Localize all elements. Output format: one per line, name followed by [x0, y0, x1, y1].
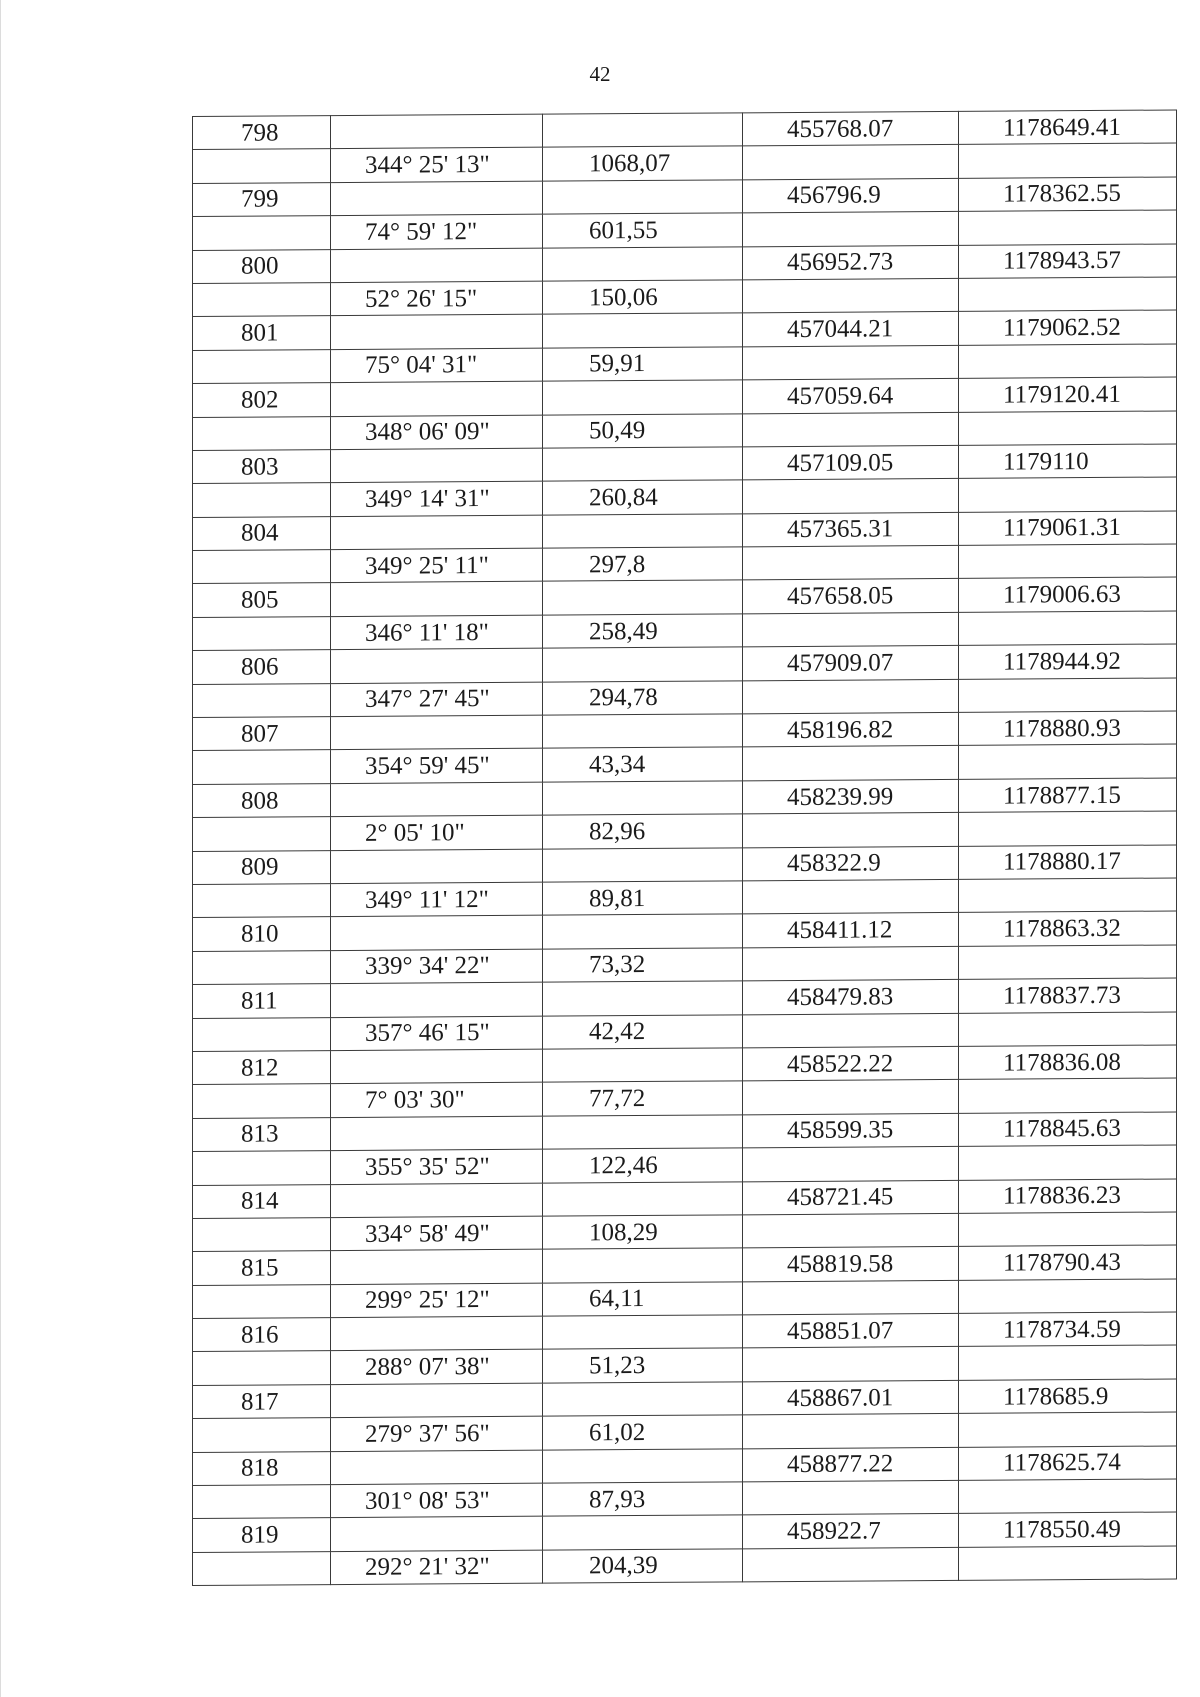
x-coordinate-cell: 458322.9	[743, 846, 959, 881]
direction-angle-cell: 357° 46' 15"	[331, 1016, 543, 1051]
distance-cell: 64,11	[543, 1282, 743, 1317]
x-coordinate-cell: 456952.73	[743, 245, 959, 280]
point-number-cell: 816	[193, 1318, 331, 1352]
y-empty-cell	[959, 945, 1177, 980]
point-number-cell: 810	[193, 917, 331, 951]
x-coordinate-cell: 457365.31	[743, 512, 959, 547]
point-number-cell: 804	[193, 516, 331, 550]
y-empty-cell	[959, 277, 1177, 312]
y-empty-cell	[959, 1212, 1177, 1247]
point-number-cell: 813	[193, 1117, 331, 1151]
x-empty-cell	[743, 813, 959, 848]
x-coordinate-cell: 458411.12	[743, 913, 959, 948]
point-empty-cell	[193, 750, 331, 784]
point-empty-cell	[193, 216, 331, 250]
point-number-cell: 805	[193, 583, 331, 617]
y-coordinate-cell: 1178836.08	[959, 1045, 1177, 1080]
distance-cell: 89,81	[543, 881, 743, 916]
x-coordinate-cell: 458196.82	[743, 712, 959, 747]
angle-empty-cell	[331, 1517, 543, 1552]
point-number-cell: 812	[193, 1051, 331, 1085]
coordinates-table	[192, 109, 1177, 1586]
point-empty-cell	[193, 149, 331, 183]
point-empty-cell	[193, 1017, 331, 1051]
distance-empty-cell	[543, 380, 743, 415]
direction-angle-cell: 288° 07' 38"	[331, 1350, 543, 1385]
x-empty-cell	[743, 746, 959, 781]
distance-cell: 82,96	[543, 814, 743, 849]
direction-angle-cell: 347° 27' 45"	[331, 682, 543, 717]
y-coordinate-cell: 1179061.31	[959, 511, 1177, 546]
y-coordinate-cell: 1178685.9	[959, 1379, 1177, 1414]
distance-cell: 50,49	[543, 413, 743, 448]
point-number-cell: 803	[193, 449, 331, 483]
angle-empty-cell	[331, 849, 543, 884]
point-empty-cell	[193, 1351, 331, 1385]
x-empty-cell	[743, 946, 959, 981]
distance-empty-cell	[543, 914, 743, 949]
y-empty-cell	[959, 344, 1177, 379]
direction-angle-cell: 75° 04' 31"	[331, 348, 543, 383]
distance-cell: 150,06	[543, 280, 743, 315]
page-number: 42	[589, 62, 611, 86]
point-number-cell: 815	[193, 1251, 331, 1285]
distance-empty-cell	[543, 1248, 743, 1283]
angle-empty-cell	[331, 181, 543, 216]
point-empty-cell	[193, 283, 331, 317]
point-empty-cell	[193, 950, 331, 984]
distance-cell: 42,42	[543, 1014, 743, 1049]
x-coordinate-cell: 458721.45	[743, 1180, 959, 1215]
distance-cell: 260,84	[543, 480, 743, 515]
y-empty-cell	[959, 1012, 1177, 1047]
x-coordinate-cell: 457909.07	[743, 646, 959, 681]
x-empty-cell	[743, 1480, 959, 1515]
distance-cell: 87,93	[543, 1482, 743, 1517]
distance-empty-cell	[543, 1115, 743, 1150]
y-coordinate-cell: 1178550.49	[959, 1512, 1177, 1547]
y-empty-cell	[959, 410, 1177, 445]
angle-empty-cell	[331, 248, 543, 283]
distance-cell: 1068,07	[543, 146, 743, 181]
y-coordinate-cell: 1178649.41	[959, 110, 1177, 145]
y-empty-cell	[959, 611, 1177, 646]
x-coordinate-cell: 458522.22	[743, 1046, 959, 1081]
distance-empty-cell	[543, 1315, 743, 1350]
segment-row	[193, 1546, 1177, 1586]
direction-angle-cell: 279° 37' 56"	[331, 1416, 543, 1451]
x-empty-cell	[743, 1213, 959, 1248]
x-empty-cell	[743, 545, 959, 580]
point-number-cell: 800	[193, 249, 331, 283]
x-empty-cell	[743, 1280, 959, 1315]
x-coordinate-cell: 457059.64	[743, 379, 959, 414]
y-coordinate-cell: 1178880.17	[959, 845, 1177, 880]
y-coordinate-cell: 1178837.73	[959, 978, 1177, 1013]
x-coordinate-cell: 458479.83	[743, 980, 959, 1015]
angle-empty-cell	[331, 114, 543, 149]
x-coordinate-cell: 457044.21	[743, 312, 959, 347]
distance-empty-cell	[543, 1448, 743, 1483]
point-empty-cell	[193, 683, 331, 717]
point-empty-cell	[193, 1084, 331, 1118]
direction-angle-cell: 349° 11' 12"	[331, 882, 543, 917]
x-coordinate-cell: 455768.07	[743, 111, 959, 146]
point-number-cell: 811	[193, 984, 331, 1018]
y-coordinate-cell: 1178734.59	[959, 1312, 1177, 1347]
point-empty-cell	[193, 349, 331, 383]
direction-angle-cell: 346° 11' 18"	[331, 615, 543, 650]
distance-empty-cell	[543, 981, 743, 1016]
x-empty-cell	[743, 212, 959, 247]
y-coordinate-cell: 1178625.74	[959, 1446, 1177, 1481]
y-empty-cell	[959, 143, 1177, 178]
direction-angle-cell: 349° 25' 11"	[331, 548, 543, 583]
distance-cell: 43,34	[543, 747, 743, 782]
x-empty-cell	[743, 612, 959, 647]
point-empty-cell	[193, 416, 331, 450]
scan-edge-line	[0, 0, 1, 1697]
angle-empty-cell	[331, 1049, 543, 1084]
x-empty-cell	[743, 1547, 959, 1582]
angle-empty-cell	[331, 1383, 543, 1418]
distance-cell: 77,72	[543, 1081, 743, 1116]
angle-empty-cell	[331, 381, 543, 416]
point-number-cell: 819	[193, 1518, 331, 1552]
point-empty-cell	[193, 1151, 331, 1185]
y-empty-cell	[959, 878, 1177, 913]
distance-cell: 108,29	[543, 1215, 743, 1250]
distance-empty-cell	[543, 847, 743, 882]
point-empty-cell	[193, 483, 331, 517]
angle-empty-cell	[331, 448, 543, 483]
angle-empty-cell	[331, 782, 543, 817]
point-number-cell: 817	[193, 1384, 331, 1418]
direction-angle-cell: 349° 14' 31"	[331, 481, 543, 516]
x-empty-cell	[743, 345, 959, 380]
angle-empty-cell	[331, 916, 543, 951]
angle-empty-cell	[331, 1450, 543, 1485]
y-empty-cell	[959, 1279, 1177, 1314]
distance-cell: 61,02	[543, 1415, 743, 1450]
distance-empty-cell	[543, 313, 743, 348]
distance-empty-cell	[543, 580, 743, 615]
point-number-cell: 818	[193, 1451, 331, 1485]
point-number-cell: 807	[193, 717, 331, 751]
distance-empty-cell	[543, 647, 743, 682]
distance-empty-cell	[543, 447, 743, 482]
x-empty-cell	[743, 1080, 959, 1115]
distance-cell: 59,91	[543, 347, 743, 382]
y-coordinate-cell: 1178863.32	[959, 911, 1177, 946]
distance-cell: 258,49	[543, 614, 743, 649]
point-number-cell: 809	[193, 850, 331, 884]
y-empty-cell	[959, 1078, 1177, 1113]
distance-empty-cell	[543, 1515, 743, 1550]
direction-angle-cell: 74° 59' 12"	[331, 214, 543, 249]
distance-empty-cell	[543, 514, 743, 549]
distance-empty-cell	[543, 781, 743, 816]
point-number-cell: 806	[193, 650, 331, 684]
direction-angle-cell: 292° 21' 32"	[331, 1550, 543, 1585]
distance-empty-cell	[543, 246, 743, 281]
y-coordinate-cell: 1178880.93	[959, 711, 1177, 746]
x-empty-cell	[743, 479, 959, 514]
distance-cell: 204,39	[543, 1549, 743, 1584]
y-empty-cell	[959, 544, 1177, 579]
x-coordinate-cell: 458599.35	[743, 1113, 959, 1148]
y-empty-cell	[959, 1412, 1177, 1447]
x-empty-cell	[743, 1013, 959, 1048]
x-coordinate-cell: 458239.99	[743, 779, 959, 814]
point-empty-cell	[193, 1485, 331, 1519]
y-coordinate-cell: 1178944.92	[959, 644, 1177, 679]
y-coordinate-cell: 1178845.63	[959, 1112, 1177, 1147]
direction-angle-cell: 301° 08' 53"	[331, 1483, 543, 1518]
direction-angle-cell: 334° 58' 49"	[331, 1216, 543, 1251]
point-empty-cell	[193, 1551, 331, 1585]
direction-angle-cell: 52° 26' 15"	[331, 281, 543, 316]
direction-angle-cell: 299° 25' 12"	[331, 1283, 543, 1318]
distance-empty-cell	[543, 1382, 743, 1417]
x-empty-cell	[743, 412, 959, 447]
angle-empty-cell	[331, 715, 543, 750]
distance-cell: 73,32	[543, 948, 743, 983]
x-coordinate-cell: 458851.07	[743, 1313, 959, 1348]
distance-empty-cell	[543, 1048, 743, 1083]
x-coordinate-cell: 457109.05	[743, 445, 959, 480]
x-empty-cell	[743, 679, 959, 714]
x-empty-cell	[743, 145, 959, 180]
y-coordinate-cell: 1178790.43	[959, 1245, 1177, 1280]
direction-angle-cell: 354° 59' 45"	[331, 749, 543, 784]
point-number-cell: 801	[193, 316, 331, 350]
y-coordinate-cell: 1178877.15	[959, 778, 1177, 813]
distance-cell: 294,78	[543, 680, 743, 715]
y-coordinate-cell: 1178362.55	[959, 177, 1177, 212]
y-empty-cell	[959, 811, 1177, 846]
coordinates-table-body	[193, 110, 1177, 1586]
x-coordinate-cell: 458867.01	[743, 1380, 959, 1415]
y-coordinate-cell: 1178943.57	[959, 244, 1177, 279]
direction-angle-cell: 355° 35' 52"	[331, 1149, 543, 1184]
x-coordinate-cell: 458922.7	[743, 1514, 959, 1549]
y-coordinate-cell: 1178836.23	[959, 1178, 1177, 1213]
angle-empty-cell	[331, 1183, 543, 1218]
point-empty-cell	[193, 550, 331, 584]
point-empty-cell	[193, 1284, 331, 1318]
y-coordinate-cell: 1179062.52	[959, 310, 1177, 345]
point-number-cell: 814	[193, 1184, 331, 1218]
x-coordinate-cell: 456796.9	[743, 178, 959, 213]
point-number-cell: 798	[193, 116, 331, 150]
direction-angle-cell: 7° 03' 30"	[331, 1083, 543, 1118]
angle-empty-cell	[331, 315, 543, 350]
angle-empty-cell	[331, 515, 543, 550]
point-empty-cell	[193, 884, 331, 918]
y-empty-cell	[959, 210, 1177, 245]
point-empty-cell	[193, 1418, 331, 1452]
angle-empty-cell	[331, 1316, 543, 1351]
point-empty-cell	[193, 817, 331, 851]
y-empty-cell	[959, 678, 1177, 713]
y-empty-cell	[959, 1479, 1177, 1514]
y-coordinate-cell: 1179006.63	[959, 577, 1177, 612]
distance-empty-cell	[543, 1181, 743, 1216]
distance-empty-cell	[543, 113, 743, 148]
distance-cell: 51,23	[543, 1348, 743, 1383]
point-number-cell: 808	[193, 783, 331, 817]
direction-angle-cell: 2° 05' 10"	[331, 815, 543, 850]
angle-empty-cell	[331, 1249, 543, 1284]
y-empty-cell	[959, 1345, 1177, 1380]
y-coordinate-cell: 1179110	[959, 444, 1177, 479]
coordinates-table-container	[192, 109, 1176, 1586]
x-empty-cell	[743, 1147, 959, 1182]
distance-cell: 122,46	[543, 1148, 743, 1183]
point-number-cell: 802	[193, 383, 331, 417]
distance-empty-cell	[543, 714, 743, 749]
point-number-cell: 799	[193, 182, 331, 216]
distance-empty-cell	[543, 180, 743, 215]
distance-cell: 297,8	[543, 547, 743, 582]
y-empty-cell	[959, 1546, 1177, 1581]
angle-empty-cell	[331, 648, 543, 683]
point-empty-cell	[193, 616, 331, 650]
x-empty-cell	[743, 278, 959, 313]
x-empty-cell	[743, 879, 959, 914]
y-empty-cell	[959, 1145, 1177, 1180]
y-empty-cell	[959, 744, 1177, 779]
x-coordinate-cell: 458877.22	[743, 1447, 959, 1482]
direction-angle-cell: 344° 25' 13"	[331, 148, 543, 183]
y-coordinate-cell: 1179120.41	[959, 377, 1177, 412]
angle-empty-cell	[331, 982, 543, 1017]
x-coordinate-cell: 458819.58	[743, 1247, 959, 1282]
x-empty-cell	[743, 1414, 959, 1449]
direction-angle-cell: 339° 34' 22"	[331, 949, 543, 984]
point-empty-cell	[193, 1217, 331, 1251]
direction-angle-cell: 348° 06' 09"	[331, 415, 543, 450]
x-empty-cell	[743, 1347, 959, 1382]
angle-empty-cell	[331, 582, 543, 617]
x-coordinate-cell: 457658.05	[743, 579, 959, 614]
angle-empty-cell	[331, 1116, 543, 1151]
y-empty-cell	[959, 477, 1177, 512]
distance-cell: 601,55	[543, 213, 743, 248]
